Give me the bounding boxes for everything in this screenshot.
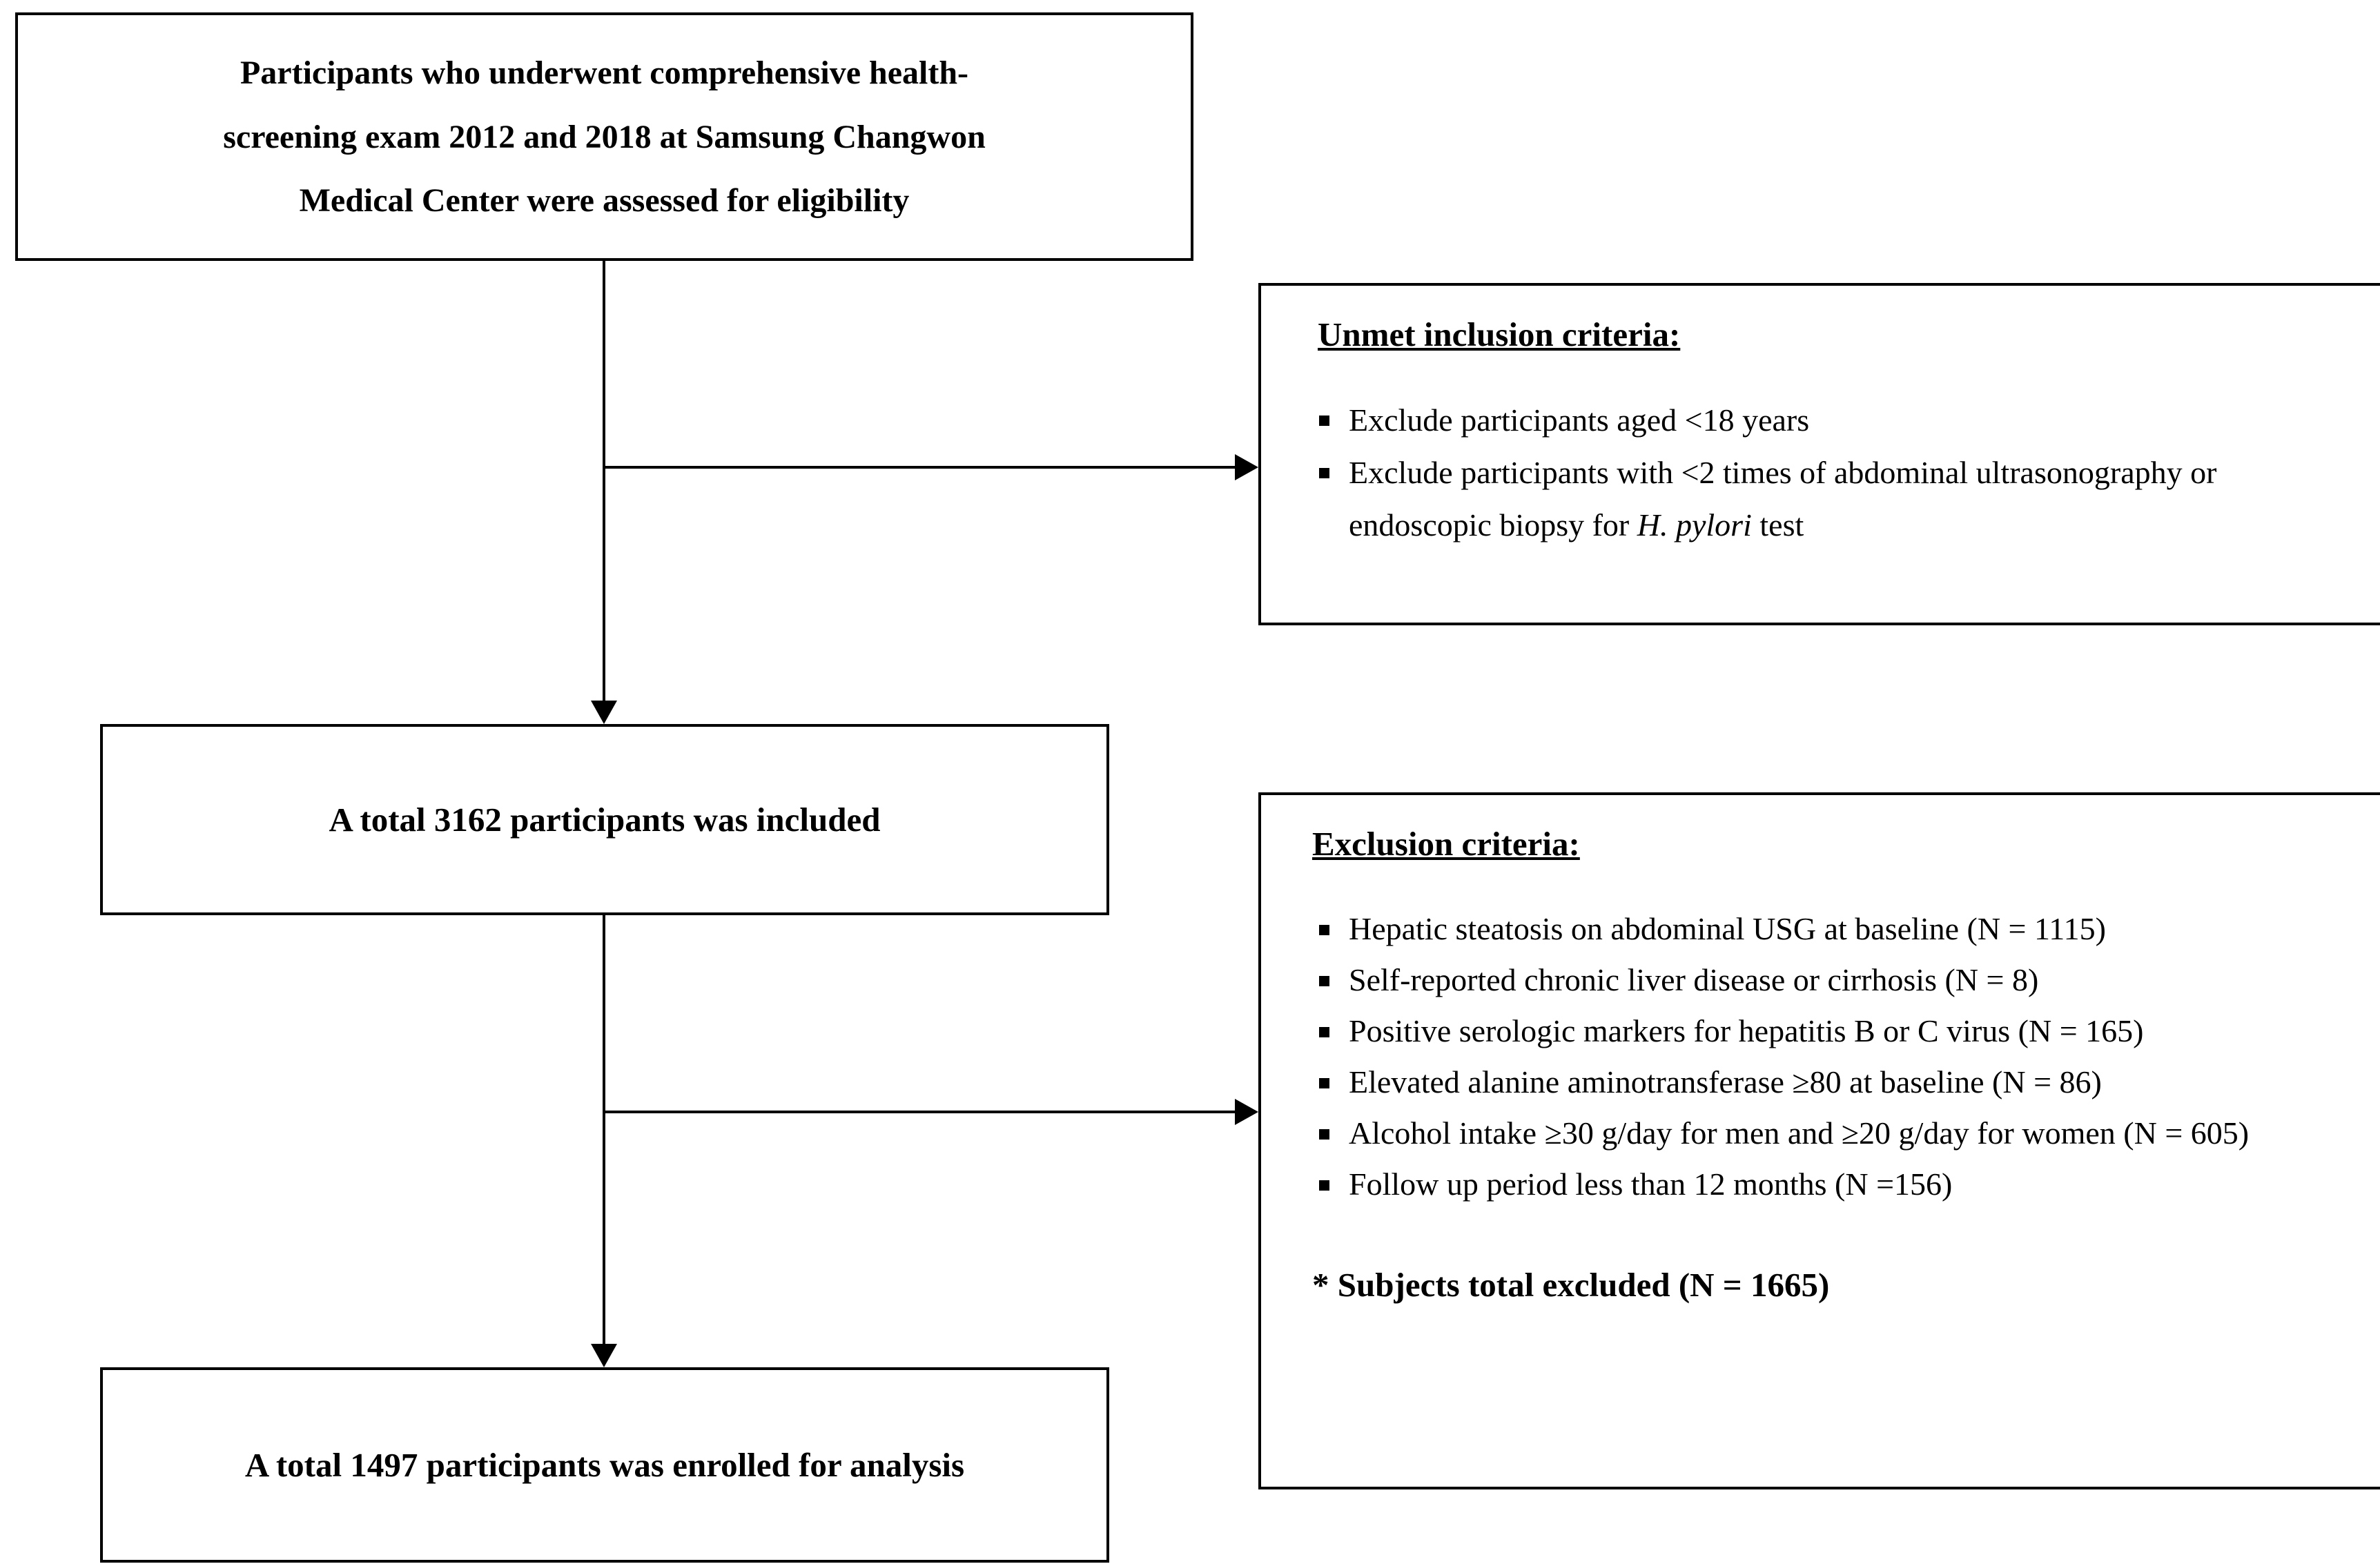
- arrowhead-down-2-icon: [591, 1344, 617, 1367]
- list-item: [1312, 1006, 2367, 1057]
- unmet-inclusion-title: Unmet inclusion criteria:: [1318, 315, 1681, 353]
- connector-horizontal-1: [604, 466, 1236, 469]
- unmet-item-2-text: Exclude participants with <2 times of abdominal ultrasonography or endoscopic biopsy for: [1349, 455, 2217, 542]
- square-bullet-icon: [1319, 1078, 1329, 1088]
- square-bullet-icon: [1319, 468, 1329, 478]
- square-bullet-icon: [1319, 925, 1329, 935]
- enrolled-text: A total 1497 participants was enrolled for analysis: [244, 1446, 965, 1484]
- square-bullet-icon: [1319, 1180, 1329, 1191]
- connector-vertical-2: [603, 915, 605, 1345]
- unmet-item-2-species-name: H. pylori: [1637, 507, 1752, 542]
- eligibility-line-2: screening exam 2012 and 2018 at Samsung Changwon: [223, 118, 986, 155]
- list-item: [1312, 1108, 2367, 1159]
- exclusion-item-5: Alcohol intake ≥30 g/day for men and ≥20 g/day for women (N = 605): [1349, 1115, 2250, 1151]
- list-item: [1312, 1057, 2367, 1108]
- connector-horizontal-2: [604, 1111, 1236, 1113]
- unmet-inclusion-criteria-box: [1258, 283, 2380, 625]
- square-bullet-icon: [1319, 1027, 1329, 1037]
- eligibility-line-3: Medical Center were assessed for eligibility: [299, 182, 910, 219]
- exclusion-item-3: Positive serologic markers for hepatitis B or C virus (N = 165): [1349, 1013, 2144, 1048]
- eligibility-box: [15, 12, 1193, 261]
- square-bullet-icon: [1319, 416, 1329, 426]
- unmet-item-2-suffix: test: [1751, 507, 1804, 542]
- exclusion-item-4: Elevated alanine aminotransferase ≥80 at baseline (N = 86): [1349, 1064, 2102, 1099]
- list-item: [1312, 903, 2367, 955]
- enrolled-box: [100, 1367, 1109, 1563]
- eligibility-line-1: Participants who underwent comprehensive health-: [240, 54, 969, 91]
- list-item: [1312, 1159, 2367, 1210]
- connector-vertical-1: [603, 261, 605, 702]
- included-text: A total 3162 participants was included: [329, 801, 881, 839]
- arrowhead-right-1-icon: [1235, 454, 1258, 480]
- square-bullet-icon: [1319, 1129, 1329, 1140]
- list-item: [1312, 447, 2367, 551]
- arrowhead-down-1-icon: [591, 701, 617, 724]
- list-item: [1312, 955, 2367, 1006]
- exclusion-criteria-box: [1258, 792, 2380, 1489]
- included-box: [100, 724, 1109, 915]
- exclusion-item-2: Self-reported chronic liver disease or cirrhosis (N = 8): [1349, 962, 2039, 997]
- arrowhead-right-2-icon: [1235, 1099, 1258, 1125]
- exclusion-item-6: Follow up period less than 12 months (N =156): [1349, 1166, 1953, 1202]
- unmet-item-2: [1349, 447, 2367, 551]
- list-item: [1312, 394, 2367, 447]
- exclusion-item-1: Hepatic steatosis on abdominal USG at baseline (N = 1115): [1349, 911, 2106, 946]
- square-bullet-icon: [1319, 976, 1329, 986]
- exclusion-title: Exclusion criteria:: [1312, 825, 1580, 863]
- unmet-item-1: Exclude participants aged <18 years: [1349, 402, 1810, 438]
- total-excluded-footnote: * Subjects total excluded (N = 1665): [1312, 1266, 1830, 1304]
